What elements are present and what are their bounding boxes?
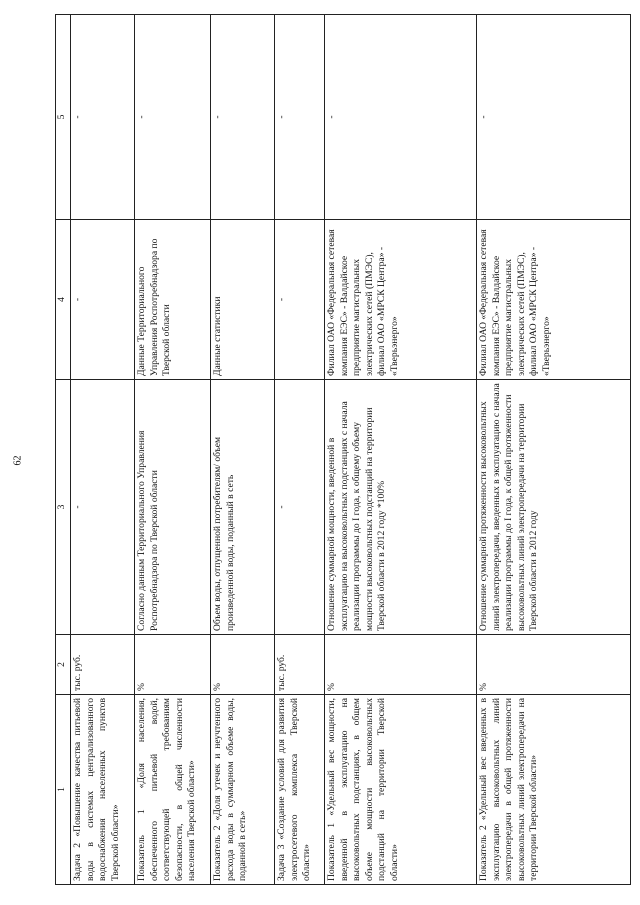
method-cell: - [275,380,325,635]
method-cell: Согласно данным Территориального Управления Роспотребнадзора по Тверской области [135,380,211,635]
table-row [135,15,211,885]
table-row [211,15,275,885]
row-title-cell: Показатель 1 «Доля населения, обеспеченного питьевой водой, соответствующей требованиям безопасности, в общей численности населения Тверской области» [135,695,211,885]
header-cell-3: 3 [56,380,71,635]
rotated-page [55,15,615,885]
table-row [71,15,135,885]
source-cell: Данные Территориального Управления Роспотребнадзора по Тверской области [135,220,211,380]
header-row [56,15,71,885]
method-cell: Объем воды, отпущенной потребителям/ объем произведенной воды, поданный в сеть [211,380,275,635]
note-cell: - [275,15,325,220]
row-title-cell: Показатель 2 «Удельный вес введенных в эксплуатацию высоковольтных линий электропередачи в общей протяженности высоковольтных линий электропередачи на территории Тверской области» [477,695,631,885]
source-cell: - [275,220,325,380]
table-row [477,15,631,885]
source-cell: Данные статистики [211,220,275,380]
unit-cell: % [325,635,477,695]
note-cell: - [71,15,135,220]
header-cell-1: 1 [56,695,71,885]
method-cell: Отношение суммарной протяженности высоковольтных линий электропередачи, введенных в эксплуатацию с начала реализации программы до I года, к общей протяженности высоковольтных линий электропередачи на территории Тверской области в 2012 году [477,380,631,635]
note-cell: - [211,15,275,220]
header-cell-5: 5 [56,15,71,220]
row-title-cell: Показатель 2 «Доля утечек и неучтенного расхода воды в суммарном объеме воды, поданной в сеть» [211,695,275,885]
source-cell: - [71,220,135,380]
row-title-cell: Показатель 1 «Удельный вес мощности, введенной в эксплуатацию на высоковольтных подстанциях, в общем объеме мощности высоковольтных подстанций на территории Тверской области» [325,695,477,885]
note-cell: - [477,15,631,220]
header-cell-4: 4 [56,220,71,380]
header-cell-2: 2 [56,635,71,695]
note-cell: - [325,15,477,220]
unit-cell: тыс. руб. [275,635,325,695]
unit-cell: % [477,635,631,695]
row-title-cell: Задача 2 «Повышение качества питьевой воды в системах централизованного водоснабжения населенных пунктов Тверской области» [71,695,135,885]
unit-cell: % [135,635,211,695]
source-cell: Филиал ОАО «Федеральная сетевая компания ЕЭС» - Валдайское предприятие магистральных электрических сетей (ПМЭС), филиал ОАО «МРСК Центра» - «Тверьэнерго» [477,220,631,380]
method-cell: - [71,380,135,635]
table-row [275,15,325,885]
indicators-table [55,14,631,885]
table-row [325,15,477,885]
page-number: 62 [12,455,24,466]
unit-cell: тыс. руб. [71,635,135,695]
note-cell: - [135,15,211,220]
source-cell: Филиал ОАО «Федеральная сетевая компания ЕЭС» - Валдайское предприятие магистральных электрических сетей (ПМЭС), филиал ОАО «МРСК Центра» - «Тверьэнерго» [325,220,477,380]
unit-cell: % [211,635,275,695]
method-cell: Отношение суммарной мощности, введенной в эксплуатацию на высоковольтных подстанциях с начала реализации программы до I года, к общему объему мощности высоковольтных подстанций на территории Тверской области в 2012 году *100% [325,380,477,635]
row-title-cell: Задача 3 «Создание условий для развития электросетевого комплекса Тверской области» [275,695,325,885]
